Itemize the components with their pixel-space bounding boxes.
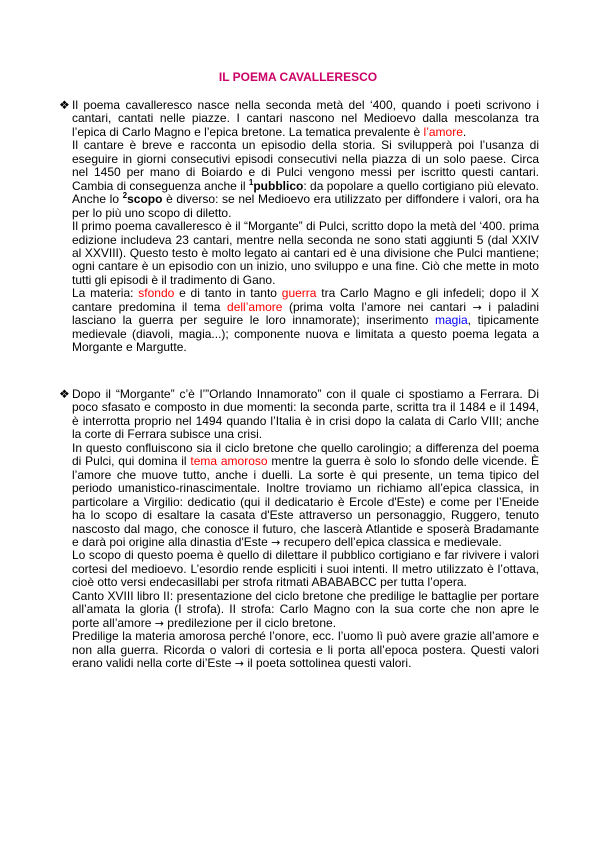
arrow-right-icon: → [271,535,281,549]
paragraph: Canto XVIII libro II: presentazione del ciclo bretone che predilige le battaglie per portare all’amata la gloria (I strofa). II strofa: Carlo Magno con la sua corte che non apre le porte all’amore → predilezione per il ciclo bretone. [72,588,539,630]
highlight-tema-amoroso: tema amoroso [190,454,268,469]
arrow-right-icon: → [154,616,164,630]
paragraph: Il primo poema cavalleresco è il “Morgante” di Pulci, scritto dopo la metà del ‘400. prima edizione includeva 23 cantari, mentre nella seconda ne sono stati aggiunti 5 (dal XXIV al XXVIII). Questo testo è molto legato ai cantari ed è una divisione che Pulci mantiene; ogni cantare è un episodio con un inizio, uno sviluppo e una fine. Ciò che mette in moto tutti gli episodi è il tradimento di Gano. [72,219,539,287]
paragraph: In questo confluiscono sia il ciclo bretone che quello carolingio; a differenza del poema di Pulci, qui domina il tema amoroso mentre la guerra è solo lo sfondo delle vicende. È l’amore che muove tutto, anche i duelli. La sorte è qui presente, un tema tipico del periodo umanistico-rinascimentale. Inoltre troviamo un richiamo all’epica classica, in particolare a Virgilio: dedicatio (qui il dedicatario è Ercole d'Este) e come per l’Eneide ha lo scopo di esaltare la casata d'Este attraverso un personaggio, Ruggero, tenuto nascosto dal mago, che conosce il futuro, che lascerà Atlantide e sposerà Bradamante e darà poi origine alla dinastia d'Este → recupero dell’epica classica e medievale. [72,440,539,549]
footnote-marker: 2 [122,191,128,201]
paragraph: Dopo il “Morgante” c’è l’”Orlando Innamorato” con il quale ci spostiamo a Ferrara. Di poco sfasato e composto in due momenti: la seconda parte, scritta tra il 1484 e il 1494, è interrotta proprio nel 1494 quando l’Italia è in crisi dopo la calata di Carlo VIII; anche la corte di Ferrara subisce una crisi. [72,387,539,442]
bullet-diamond-icon: ❖ [59,387,70,401]
highlight-guerra: guerra [281,286,317,301]
arrow-right-icon: → [472,300,482,314]
arrow-right-icon: → [234,657,244,671]
paragraph: La materia: sfondo e di tanto in tanto guerra tra Carlo Magno e gli infedeli; dopo il X cantare predomina il tema dell’amore (prima volta l’amore nei cantari → i paladini lasciano la guerra per seguire le loro innamorate); inserimento magia, tipicamente medievale (diavoli, magia...); componente nuova e limitata a questo poema legata a Morgante e Margutte. [72,286,539,355]
section-1 [72,99,539,355]
paragraph: Il poema cavalleresco nasce nella seconda metà del ‘400, quando i poeti scrivono i cantari, cantati nelle piazze. I cantari nascono nel Medioevo dalla mescolanza tra l’epica di Carlo Magno e l’epica bretone. La tematica prevalente è l’amore. [72,98,539,139]
bold-term: scopo [127,192,163,207]
highlight-magia: magia [434,313,468,328]
highlight-sfondo: sfondo [138,286,175,301]
highlight-amore: dell’amore [227,299,283,314]
paragraph: Predilige la materia amorosa perché l’onore, ecc. l’uomo lì può avere grazie all’amore e non alla guerra. Ricorda o valori di cortesia e li porta all’epoca postera. Questi valori erano validi nella corte di’Este → il poeta sottolinea questi valori. [72,629,539,671]
bold-term: pubblico [253,178,304,193]
paragraph: Lo scopo di questo poema è quello di dilettare il pubblico cortigiano e far rivivere i valori cortesi del medioevo. L’esordio rende espliciti i suoi intenti. Il metro utilizzato è l’ottava, cioè otto versi endecasillabi per strofa ritmati ABABABCC per tutta l’opera. [72,548,539,590]
footnote-marker: 1 [248,177,254,187]
highlight-amore: l’amore [423,124,463,139]
paragraph: Il cantare è breve e racconta un episodio della storia. Si svilupperà poi l’usanza di eseguire in giorni consecutivi episodi consecutivi nella piazza di un solo paese. Circa nel 1450 per mano di Boiardo e di Pulci vengono messi per iscritto questi cantari. Cambia di conseguenza anche il $^1$pubblico: da popolare a quello cortigiano più elevato. Anche lo $^2$scopo è diverso: se nel Medioevo era utilizzato per diffondere i valori, ora ha per lo più uno scopo di diletto. [72,138,539,220]
page-title: IL POEMA CAVALLERESCO [218,70,378,84]
section-2 [72,388,539,671]
bullet-diamond-icon: ❖ [59,98,70,112]
